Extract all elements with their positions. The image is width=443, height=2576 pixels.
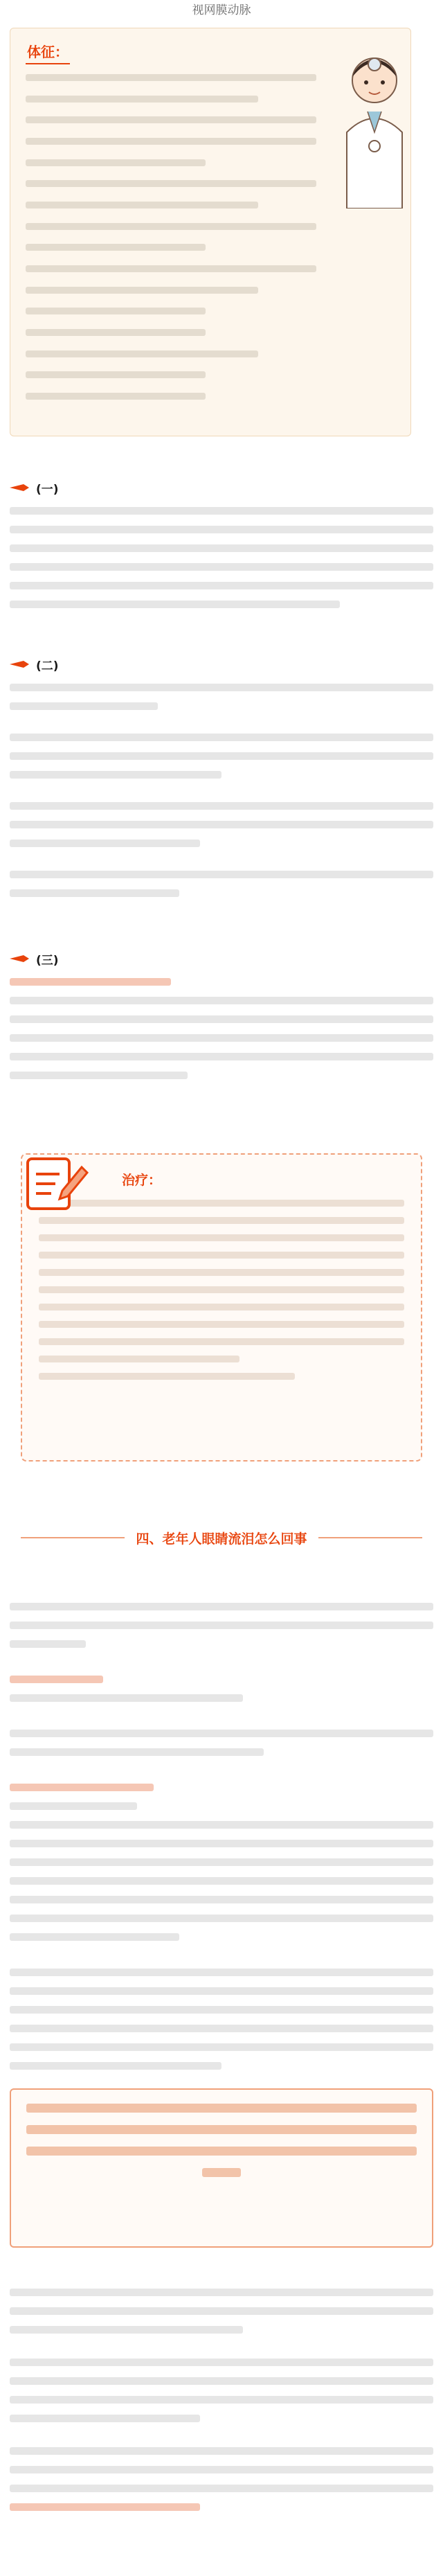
section-1-text bbox=[10, 507, 433, 608]
text-line bbox=[10, 684, 433, 691]
pen-bullet-icon bbox=[10, 483, 29, 492]
text-line bbox=[10, 1053, 433, 1060]
text-line bbox=[10, 2466, 433, 2473]
section-2 bbox=[10, 655, 433, 897]
text-line bbox=[10, 802, 433, 810]
section-2-label: (二) bbox=[36, 659, 59, 673]
text-line bbox=[10, 1603, 433, 1610]
text-line bbox=[10, 1915, 433, 1922]
text-line bbox=[10, 1694, 243, 1702]
text-line bbox=[10, 1969, 433, 1976]
tearing-intro bbox=[10, 1603, 433, 1648]
list-item bbox=[26, 96, 258, 103]
text-line bbox=[39, 1269, 404, 1276]
text-line bbox=[39, 1373, 295, 1380]
text-line bbox=[10, 1933, 179, 1941]
text-line bbox=[202, 2168, 241, 2177]
text-line bbox=[39, 1217, 404, 1224]
list-item bbox=[26, 287, 258, 294]
tearing-point-2 bbox=[10, 1730, 433, 1756]
text-line bbox=[10, 2289, 433, 2296]
treatment-card bbox=[21, 1153, 422, 1462]
list-item bbox=[26, 308, 206, 314]
text-line bbox=[39, 1338, 404, 1345]
text-line bbox=[10, 507, 433, 515]
text-line bbox=[10, 1802, 137, 1810]
text-line bbox=[10, 2043, 433, 2051]
edit-note-icon bbox=[14, 1142, 90, 1218]
section-1 bbox=[10, 478, 433, 608]
doctor-illustration-icon bbox=[326, 49, 416, 208]
list-item bbox=[26, 223, 316, 230]
text-line bbox=[10, 734, 433, 741]
tearing-section bbox=[10, 1593, 433, 2070]
text-line bbox=[10, 997, 433, 1004]
text-line bbox=[10, 582, 433, 589]
text-line bbox=[10, 2377, 433, 2385]
section-1-head bbox=[10, 478, 433, 497]
text-line bbox=[10, 821, 433, 828]
text-line bbox=[26, 2147, 417, 2156]
text-line bbox=[10, 1858, 433, 1866]
text-line bbox=[10, 1987, 433, 1995]
text-line bbox=[10, 1840, 433, 1847]
text-line bbox=[39, 1356, 239, 1362]
text-line bbox=[10, 771, 222, 779]
list-item bbox=[26, 350, 258, 357]
text-line bbox=[10, 752, 433, 760]
text-line bbox=[10, 1622, 433, 1629]
text-line bbox=[10, 1015, 433, 1023]
text-line bbox=[10, 1676, 103, 1683]
text-line bbox=[10, 2485, 433, 2492]
list-item bbox=[26, 371, 206, 378]
tearing-point-3 bbox=[10, 1784, 433, 1941]
signs-title: 体征： bbox=[26, 41, 70, 64]
treatment-title: 治疗： bbox=[122, 1173, 162, 1188]
text-line bbox=[26, 2104, 417, 2113]
list-item bbox=[26, 180, 316, 187]
text-line bbox=[39, 1321, 404, 1328]
text-line bbox=[10, 2062, 222, 2070]
text-line bbox=[10, 2359, 433, 2366]
list-item bbox=[26, 159, 206, 166]
list-item bbox=[26, 244, 206, 251]
tearing-point-1 bbox=[10, 1676, 433, 1702]
list-item bbox=[26, 202, 258, 208]
cataract-text-1 bbox=[10, 2289, 433, 2334]
signs-list bbox=[26, 74, 316, 400]
image-caption: 视网膜动脉 bbox=[192, 3, 251, 17]
tearing-heading: 四、老年人眼睛流泪怎么回事 bbox=[125, 1529, 318, 1547]
section-3-label: (三) bbox=[36, 953, 59, 968]
section-2-head bbox=[10, 655, 433, 674]
pen-bullet-icon bbox=[10, 659, 29, 669]
text-line bbox=[39, 1234, 404, 1241]
text-line bbox=[10, 601, 340, 608]
text-line bbox=[10, 1034, 433, 1042]
cataract-text-2 bbox=[10, 2359, 433, 2422]
text-line bbox=[10, 702, 158, 710]
text-line bbox=[10, 2326, 243, 2334]
text-line bbox=[10, 889, 179, 897]
text-line bbox=[26, 2125, 417, 2134]
tearing-heading-bar bbox=[0, 1520, 443, 1555]
section-2-text bbox=[10, 684, 433, 897]
text-line bbox=[10, 1748, 264, 1756]
cataract-heading-card bbox=[10, 2088, 433, 2248]
text-line bbox=[10, 978, 171, 986]
text-line bbox=[10, 2415, 200, 2422]
text-line bbox=[10, 2503, 200, 2511]
text-line bbox=[39, 1304, 404, 1311]
text-line bbox=[10, 2447, 433, 2455]
text-line bbox=[10, 1072, 188, 1079]
text-line bbox=[10, 1896, 433, 1903]
text-line bbox=[10, 1821, 433, 1829]
cataract-section bbox=[10, 2279, 433, 2511]
text-line bbox=[10, 526, 433, 533]
tearing-advice bbox=[10, 1969, 433, 2070]
text-line bbox=[10, 2396, 433, 2404]
text-line bbox=[10, 563, 433, 571]
text-line bbox=[10, 2006, 433, 2014]
text-line bbox=[10, 1730, 433, 1737]
text-line bbox=[10, 1877, 433, 1885]
list-item bbox=[26, 393, 206, 400]
text-line bbox=[10, 1784, 154, 1791]
list-item bbox=[26, 265, 316, 272]
pen-bullet-icon bbox=[10, 954, 29, 963]
text-line bbox=[10, 2307, 433, 2315]
text-line bbox=[39, 1200, 404, 1207]
list-item bbox=[26, 138, 316, 145]
text-line bbox=[10, 871, 433, 878]
list-item bbox=[26, 329, 206, 336]
section-3-text bbox=[10, 978, 433, 1079]
signs-card bbox=[10, 28, 411, 436]
text-line bbox=[10, 1640, 86, 1648]
text-line bbox=[39, 1286, 404, 1293]
text-line bbox=[39, 1252, 404, 1259]
text-line bbox=[10, 544, 433, 552]
section-1-label: (一) bbox=[36, 482, 59, 497]
list-item bbox=[26, 116, 316, 123]
cataract-text-3 bbox=[10, 2447, 433, 2511]
text-line bbox=[10, 840, 200, 847]
section-3 bbox=[10, 949, 433, 1079]
text-line bbox=[10, 2025, 433, 2032]
treatment-text bbox=[39, 1200, 404, 1380]
list-item bbox=[26, 74, 316, 81]
section-3-head bbox=[10, 949, 433, 968]
